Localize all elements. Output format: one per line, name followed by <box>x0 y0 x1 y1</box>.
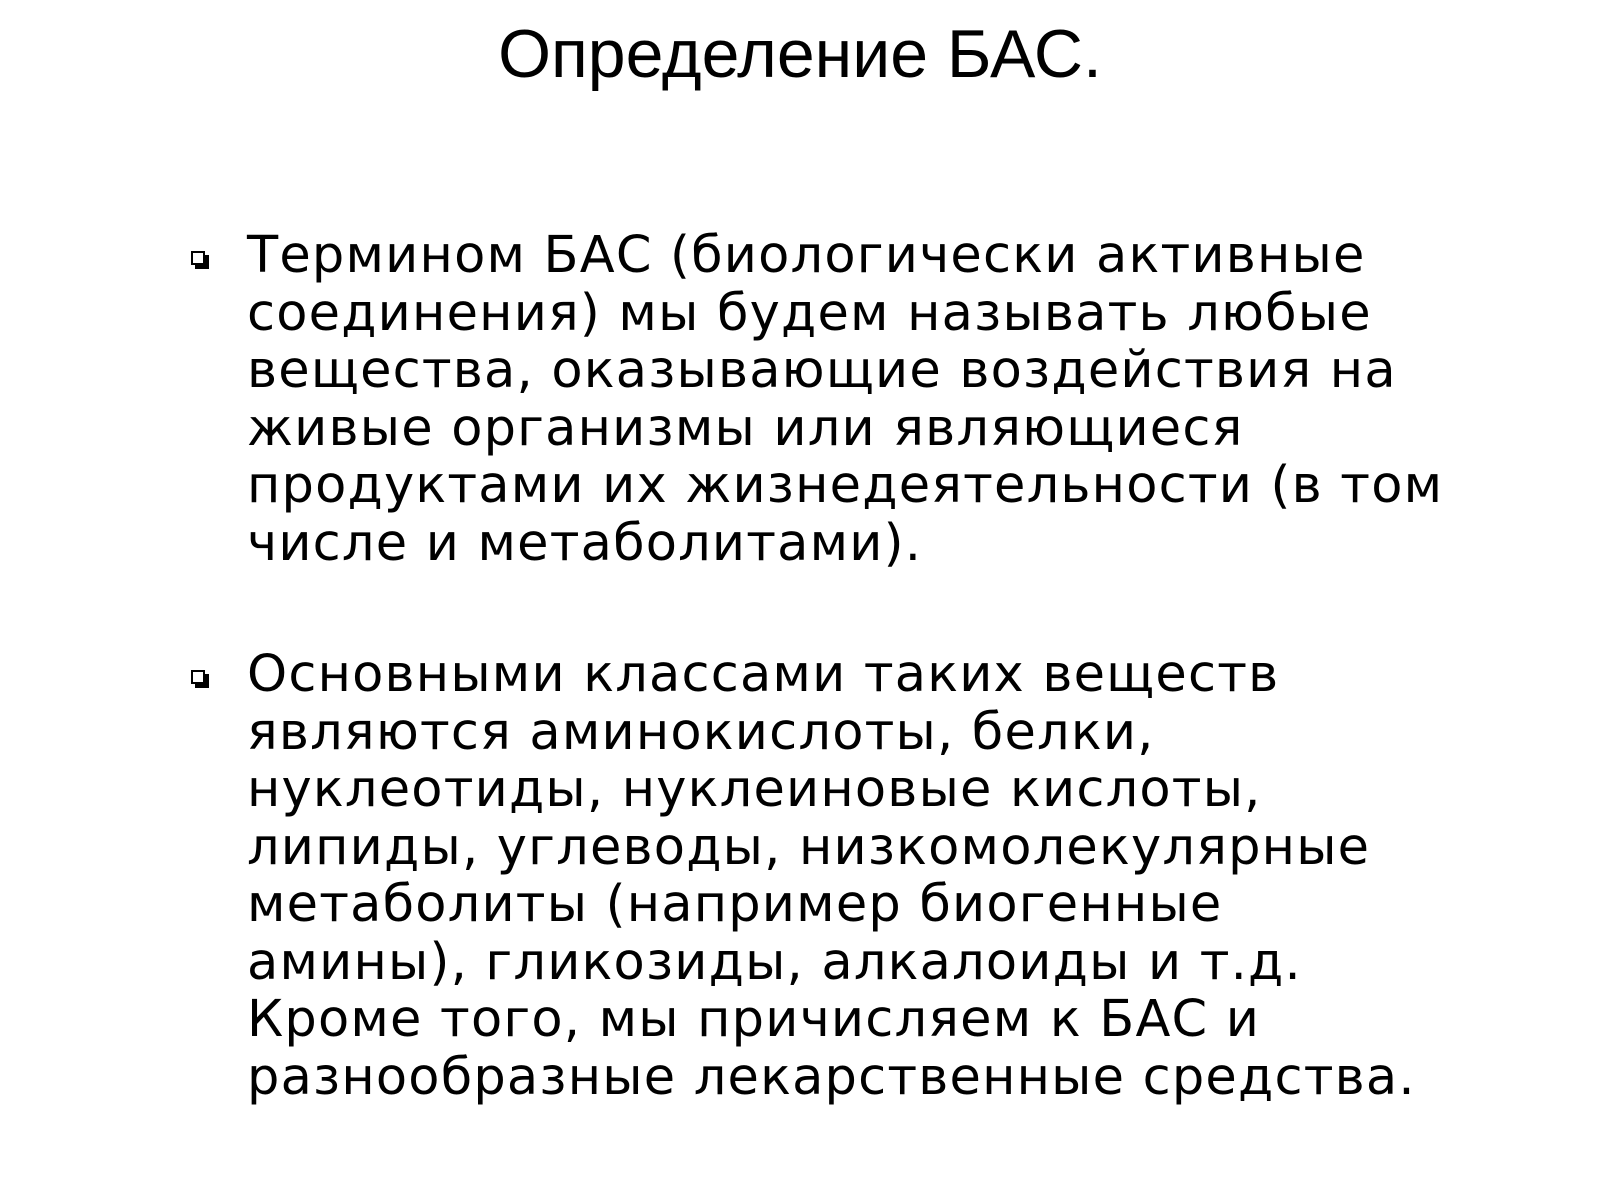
slide-title: Определение БАС. <box>498 16 1102 92</box>
text-line: числе и метаболитами). <box>247 513 923 573</box>
text-line: продуктами их жизнедеятельности (в том <box>247 456 1444 515</box>
text-line: Основными классами таких веществ <box>247 645 1280 704</box>
text-line: нуклеотиды, нуклеиновые кислоты, <box>247 760 1262 819</box>
text-line: липиды, углеводы, низкомолекулярные <box>247 817 1371 877</box>
hollow-square-bullet-icon <box>191 251 205 265</box>
text-line: метаболиты (например биогенные <box>247 875 1223 934</box>
text-line: Термином БАС (биологически активные <box>247 226 1366 285</box>
text-line: разнообразные лекарственные средства. <box>247 1047 1416 1107</box>
text-line: вещества, оказывающие воздействия на <box>247 341 1397 400</box>
bullet-text-definition <box>247 227 1447 572</box>
hollow-square-bullet-icon <box>191 670 205 684</box>
text-line: являются аминокислоты, белки, <box>247 702 1155 762</box>
bullet-text-classes <box>247 646 1447 1106</box>
text-line: Кроме того, мы причисляем к БАС и <box>247 990 1261 1049</box>
text-line: живые организмы или являющиеся <box>247 398 1244 458</box>
text-line: соединения) мы будем называть любые <box>247 283 1372 343</box>
text-line: амины), гликозиды, алкалоиды и т.д. <box>247 932 1302 992</box>
